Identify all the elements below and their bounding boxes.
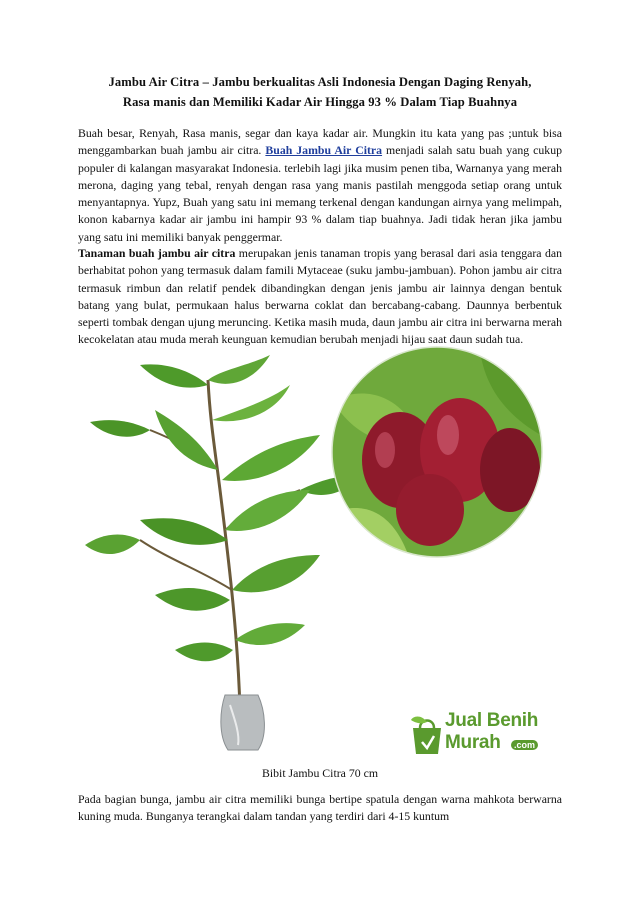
jambu-air-citra-link[interactable]: Buah Jambu Air Citra [265, 143, 383, 158]
shopping-bag-icon [407, 712, 447, 756]
intro-text-end: menjadi salah satu buah yang cukup populer di kalangan masyarakat Indonesia. terlebih lagi jika musim penen tiba, Warnanya yang merah merona, daging yang tebal, renyah dengan rasa yang manis pastilah menggoda setiap orang untuk menyantapnya. Yupz, Buah yang satu ini memang terkenal dengan kandungan airnya yang melimpah, konon kabarnya kadar air jambu ini hampir 93 % dalam tiap buahnya. Jadi tidak heran jika jambu yang satu ini memiliki banyak penggermar. [78, 143, 562, 244]
page-title [78, 72, 562, 112]
seedling-plant [85, 355, 360, 750]
logo-line-1: Jual Benih [445, 710, 539, 731]
intro-text-start: Buah besar, Renyah, Rasa manis, segar dan kaya kadar air. Mungkin itu kata yang pas ;untuk bisa menggambarkan buah jambu air citra. [78, 126, 562, 158]
jual-benih-murah-logo [407, 710, 567, 758]
title-line-2: Rasa manis dan Memiliki Kadar Air Hingga 93 % Dalam Tiap Buahnya [122, 95, 518, 109]
paragraph-flower: Pada bagian bunga, jambu air citra memiliki bunga bertipe spatula dengan warna mahkota berwarna kuning muda. Bunganya terangkai dalam tandan yang terdiri dari 4-15 kuntum [78, 792, 562, 824]
logo-suffix: .com [511, 740, 538, 750]
paragraph-intro [78, 125, 562, 246]
plant-term: Tanaman buah jambu air citra [78, 246, 236, 260]
logo-line-2: Murah [445, 732, 501, 753]
fruit-circle [332, 347, 550, 560]
title-line-1: Jambu Air Citra – Jambu berkualitas Asli Indonesia Dengan Daging Renyah, [108, 75, 532, 89]
plant-text: merupakan jenis tanaman tropis yang berasal dari asia tenggara dan berhabitat pohon yang termasuk dalam famili Mytaceae (suku jambu-jambuan). Pohon jambu air citra termasuk rimbun dan relatif pendek dibandingkan dengan jenis jambu air lainnya dengan bentuk batang yang bulat, permukaan halus berwarna coklat dan bercabang-cabang. Daunnya berbentuk seperti tombak dengan ujung meruncing. Ketika masih muda, daun jambu air citra ini berwarna merah kecokelatan atau muda merah keunguan kemudian berubah menjadi hijau saat daun sudah tua. [78, 246, 563, 347]
image-caption: Bibit Jambu Citra 70 cm [262, 766, 378, 780]
seedling-and-fruit-illustration [80, 340, 570, 760]
paragraph-plant [78, 245, 562, 349]
